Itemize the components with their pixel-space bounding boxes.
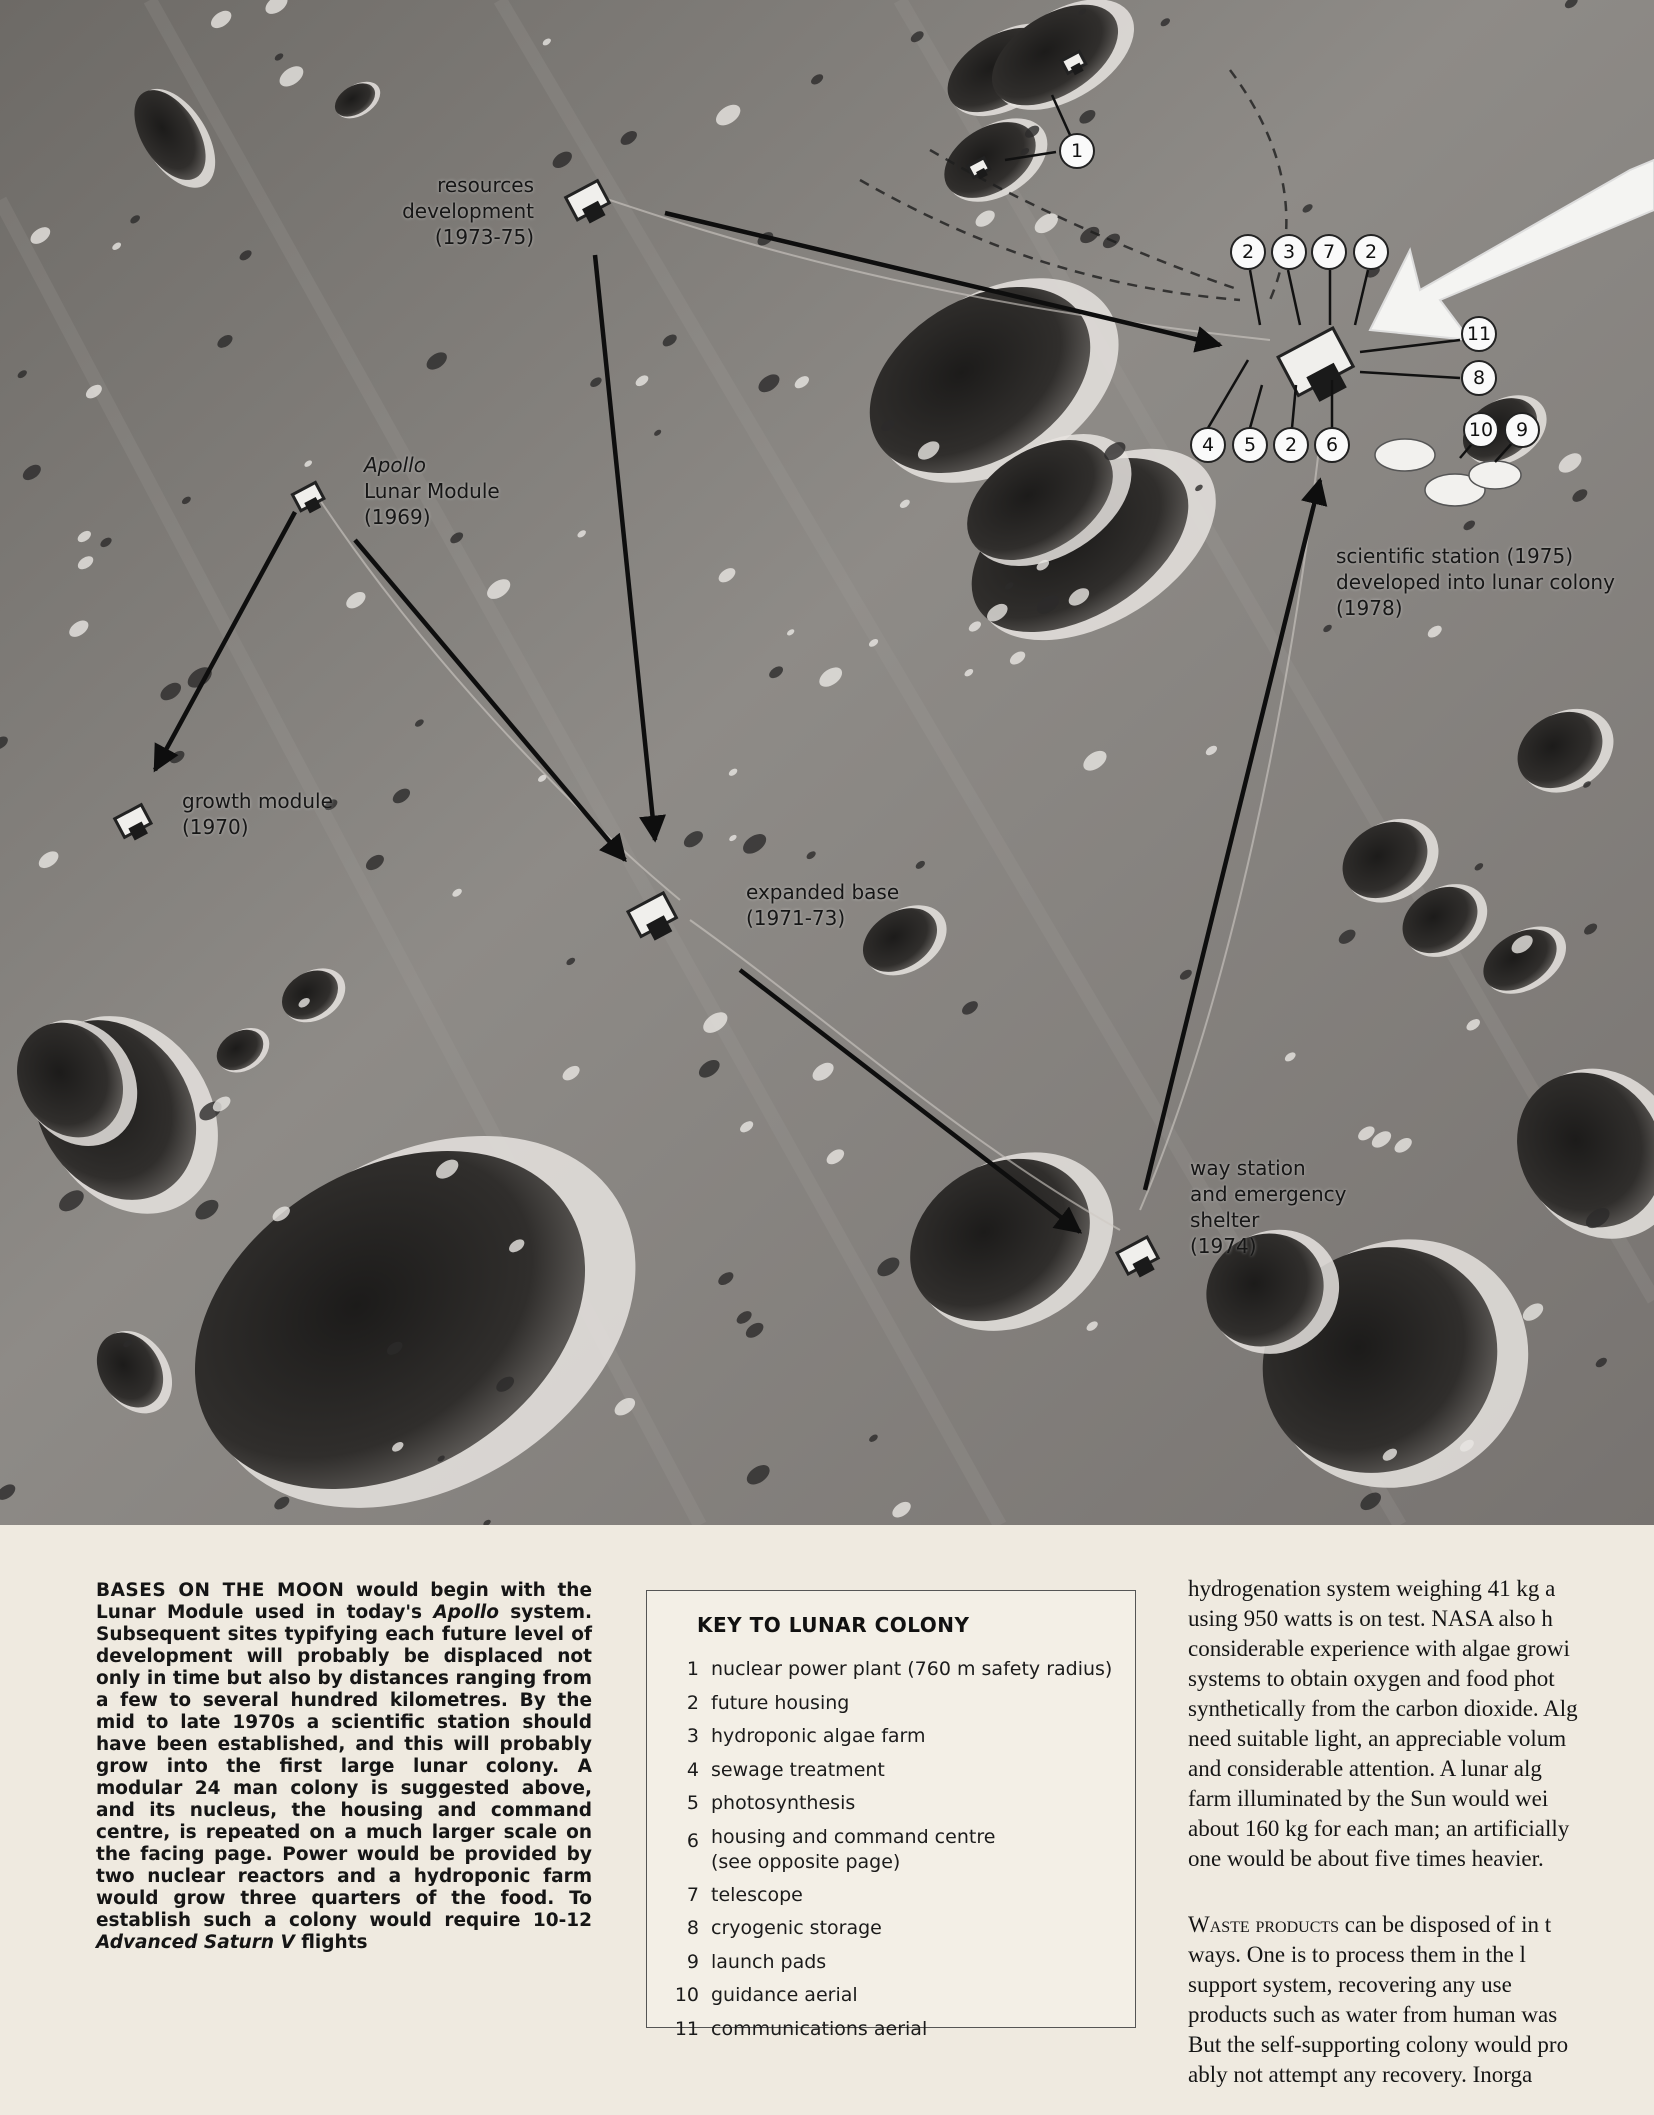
key-item-text: launch pads xyxy=(711,1950,827,1973)
key-item-text: nuclear power plant (760 m safety radius) xyxy=(711,1658,1113,1680)
badge-2-bottom: 2 xyxy=(1273,427,1309,463)
caption-saturn: Advanced Saturn V xyxy=(96,1932,295,1953)
badge-3: 3 xyxy=(1271,234,1307,270)
waste-line-1: ways. One is to process them in the l xyxy=(1188,1942,1526,1967)
key-item-text: sewage treatment xyxy=(711,1758,885,1781)
key-item-number: 1 xyxy=(686,1658,699,1680)
key-title: KEY TO LUNAR COLONY xyxy=(697,1613,970,1637)
algae-line-2: considerable experience with algae growi xyxy=(1188,1636,1570,1661)
key-item-7 xyxy=(663,1879,1133,1913)
key-item-4 xyxy=(663,1754,1133,1788)
key-item-number: 2 xyxy=(686,1691,699,1714)
algae-line-4: synthetically from the carbon dioxide. Alg xyxy=(1188,1696,1578,1721)
badge-6: 6 xyxy=(1314,427,1350,463)
algae-line-0: hydrogenation system weighing 41 kg a xyxy=(1188,1576,1556,1601)
key-item-1 xyxy=(663,1653,1133,1687)
key-item-text: telescope xyxy=(711,1883,803,1906)
label-scientific-station: scientific station (1975) developed into lunar colony (1978) xyxy=(1336,544,1615,620)
algae-line-8: about 160 kg for each man; an artificially xyxy=(1188,1816,1570,1841)
waste-line-0: can be disposed of in t xyxy=(1339,1912,1552,1937)
key-item-text: communications aerial xyxy=(711,2017,928,2040)
badge-7: 7 xyxy=(1311,234,1347,270)
badge-10: 10 xyxy=(1463,412,1499,448)
waste-line-4: But the self-supporting colony would pro xyxy=(1188,2032,1569,2057)
key-item-number: 7 xyxy=(686,1883,699,1906)
algae-line-1: using 950 watts is on test. NASA also h xyxy=(1188,1606,1553,1631)
key-item-number: 10 xyxy=(674,1984,699,2006)
algae-line-9: one would be about five times heavier. xyxy=(1188,1846,1544,1871)
caption-part-1: would begin with the Lunar Module used in today's xyxy=(96,1580,593,1623)
label-growth-module: growth module (1970) xyxy=(182,789,333,839)
key-item-text: housing and command centre (see opposite page) xyxy=(711,1825,996,1873)
key-item-10 xyxy=(663,1979,1133,2013)
key-item-2 xyxy=(663,1687,1133,1721)
paragraph-waste xyxy=(1188,1910,1654,2090)
key-item-6 xyxy=(663,1821,1133,1879)
label-way-station: way station and emergency shelter (1974) xyxy=(1190,1156,1347,1258)
key-item-number: 8 xyxy=(686,1917,699,1939)
label-expanded-base: expanded base (1971-73) xyxy=(746,880,900,930)
key-item-11 xyxy=(663,2013,1133,2047)
caption-part-3: flights xyxy=(294,1932,368,1953)
key-item-text: cryogenic storage xyxy=(711,1917,882,1939)
algae-line-6: and considerable attention. A lunar alg xyxy=(1188,1756,1542,1781)
key-item-number: 3 xyxy=(686,1725,699,1747)
key-item-text: photosynthesis xyxy=(711,1792,856,1814)
algae-line-5: need suitable light, an appreciable volum xyxy=(1188,1726,1567,1751)
key-item-number: 11 xyxy=(674,2017,699,2040)
badge-2-top-right: 2 xyxy=(1353,234,1389,270)
key-item-8 xyxy=(663,1912,1133,1946)
key-item-9 xyxy=(663,1946,1133,1980)
key-item-text: guidance aerial xyxy=(711,1984,858,2006)
badge-8: 8 xyxy=(1461,360,1497,396)
algae-line-3: systems to obtain oxygen and food phot xyxy=(1188,1666,1555,1691)
badge-9: 9 xyxy=(1504,412,1540,448)
waste-line-3: products such as water from human was xyxy=(1188,2002,1558,2027)
launch-pad xyxy=(1375,439,1435,471)
waste-line-2: support system, recovering any use xyxy=(1188,1972,1512,1997)
key-item-number: 5 xyxy=(686,1792,699,1814)
badge-11: 11 xyxy=(1461,316,1497,352)
key-item-number: 6 xyxy=(686,1829,699,1852)
body-text-column xyxy=(1188,1574,1654,2090)
launch-pad xyxy=(1469,461,1521,489)
key-item-text: hydroponic algae farm xyxy=(711,1725,926,1747)
badge-1: 1 xyxy=(1059,133,1095,169)
key-item-text: future housing xyxy=(711,1691,850,1714)
key-to-lunar-colony xyxy=(646,1590,1136,2040)
key-item-3 xyxy=(663,1720,1133,1754)
key-list xyxy=(663,1653,1133,2046)
waste-line-5: ably not attempt any recovery. Inorga xyxy=(1188,2062,1533,2087)
key-item-5 xyxy=(663,1787,1133,1821)
paragraph-algae xyxy=(1188,1574,1654,1874)
label-resources-development: resources development (1973-75) xyxy=(402,173,534,249)
label-apollo-lunar-module: Apollo Lunar Module (1969) xyxy=(364,453,500,529)
badge-5: 5 xyxy=(1232,427,1268,463)
algae-line-7: farm illuminated by the Sun would wei xyxy=(1188,1786,1549,1811)
key-item-number: 4 xyxy=(686,1758,699,1781)
badge-2-top-left: 2 xyxy=(1230,234,1266,270)
caption-lead: BASES ON THE MOON xyxy=(96,1580,345,1601)
waste-lead: Waste products xyxy=(1188,1912,1340,1937)
key-item-number: 9 xyxy=(686,1950,699,1973)
badge-4: 4 xyxy=(1190,427,1226,463)
caption-text xyxy=(96,1580,592,1954)
caption-part-2: system. Subsequent sites typifying each future level of development will probably be displaced not only in time but also by distances ranging from a few to several hundred kilometres. By the mid to late 1970s a scientific station should have been established, and this will probably grow into the first large lunar colony. A modular 24 man colony is suggested above, and its nucleus, the housing and command centre, is repeated on a much larger scale on the facing page. Power would be provided by two nuclear reactors and a hydroponic farm would grow three quarters of the food. To establish such a colony would require 10-12 xyxy=(96,1602,593,1931)
caption-apollo: Apollo xyxy=(433,1602,499,1623)
